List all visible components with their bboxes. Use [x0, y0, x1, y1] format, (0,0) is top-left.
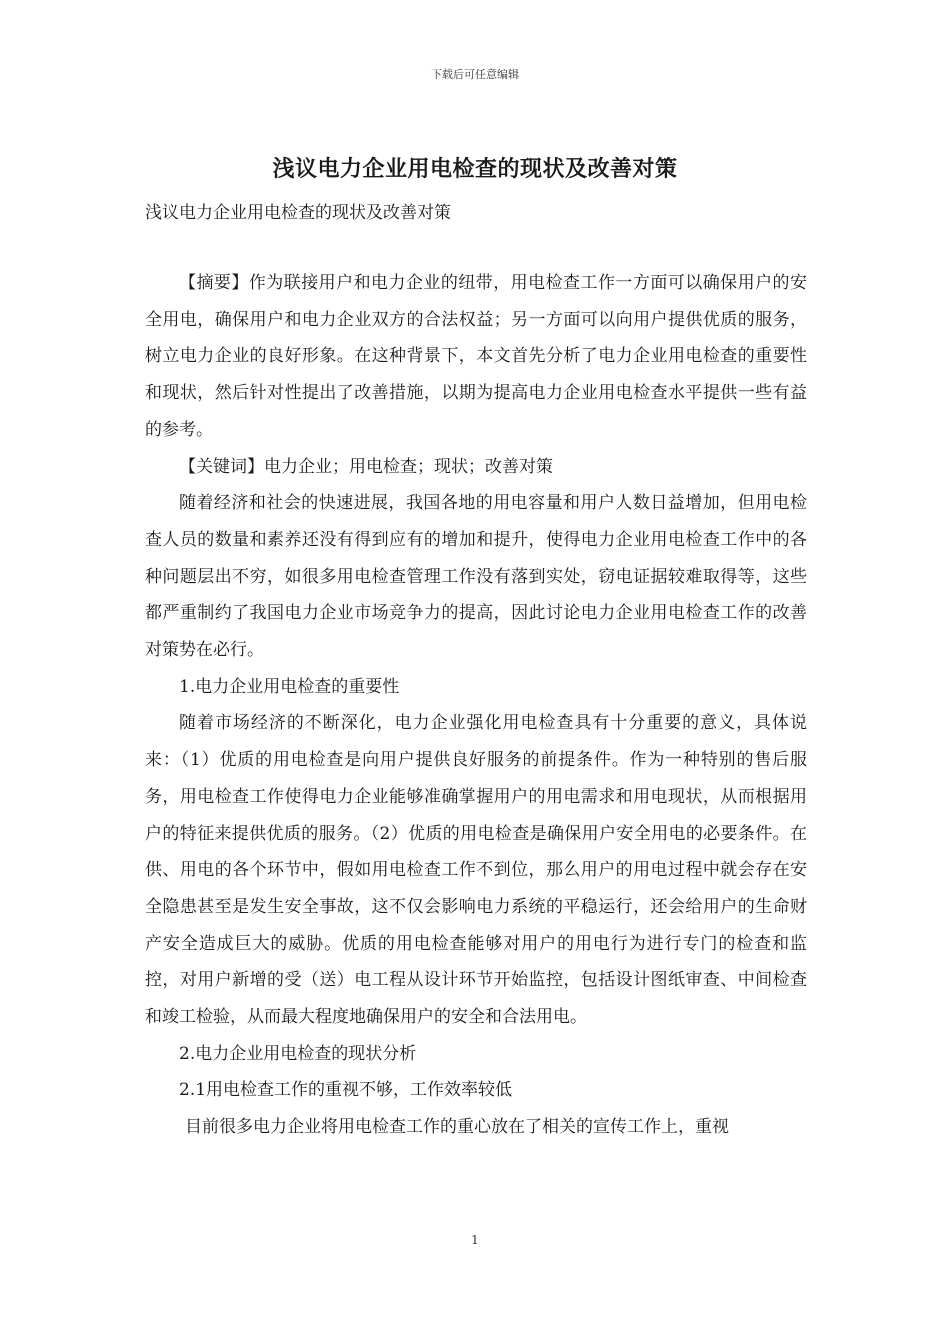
document-subtitle: 浅议电力企业用电检查的现状及改善对策 [145, 203, 451, 223]
page-header-note: 下载后可任意编辑 [431, 68, 519, 81]
abstract-paragraph: 【摘要】作为联接用户和电力企业的纽带，用电检查工作一方面可以确保用户的安全用电，确保用户和电力企业双方的合法权益；另一方面可以向用户提供优质的服务，树立电力企业的良好形象。在这种背景下，本文首先分析了电力企业用电检查的重要性和现状，然后针对性提出了改善措施，以期为提高电力企业用电检查水平提供一些有益的参考。 [145, 273, 807, 440]
document-body [145, 265, 807, 1146]
section-2-1-paragraph: 目前很多电力企业将用电检查工作的重心放在了相关的宣传工作上，重视 [185, 1117, 729, 1138]
section-1-paragraph: 随着市场经济的不断深化，电力企业强化用电检查具有十分重要的意义，具体说来：（1）优质的用电检查是向用户提供良好服务的前提条件。作为一种特别的售后服务，用电检查工作使得电力企业能够准确掌握用户的用电需求和用电现状，从而根据用户的特征来提供优质的服务。（2）优质的用电检查是确保用户安全用电的必要条件。在供、用电的各个环节中，假如用电检查工作不到位，那么用户的用电过程中就会存在安全隐患甚至是发生安全事故，这不仅会影响电力系统的平稳运行，还会给用户的生命财产安全造成巨大的威胁。优质的用电检查能够对用户的用电行为进行专门的检查和监控，对用户新增的受（送）电工程从设计环节开始监控，包括设计图纸审查、中间检查和竣工检验，从而最大程度地确保用户的安全和合法用电。 [145, 713, 807, 1028]
section-heading-2-1: 2.1用电检查工作的重视不够，工作效率较低 [179, 1080, 513, 1101]
section-heading-1: 1.电力企业用电检查的重要性 [179, 676, 400, 697]
document-title: 浅议电力企业用电检查的现状及改善对策 [272, 156, 678, 182]
section-heading-2: 2.电力企业用电检查的现状分析 [179, 1043, 417, 1064]
intro-paragraph: 随着经济和社会的快速进展，我国各地的用电容量和用户人数日益增加，但用电检查人员的数量和素养还没有得到应有的增加和提升，使得电力企业用电检查工作中的各种问题层出不穷，如很多用电检查管理工作没有落到实处，窃电证据较难取得等，这些都严重制约了我国电力企业市场竞争力的提高，因此讨论电力企业用电检查工作的改善对策势在必行。 [145, 493, 807, 661]
keywords-paragraph: 【关键词】电力企业；用电检查；现状；改善对策 [179, 456, 553, 477]
page-number: 1 [471, 1233, 479, 1247]
